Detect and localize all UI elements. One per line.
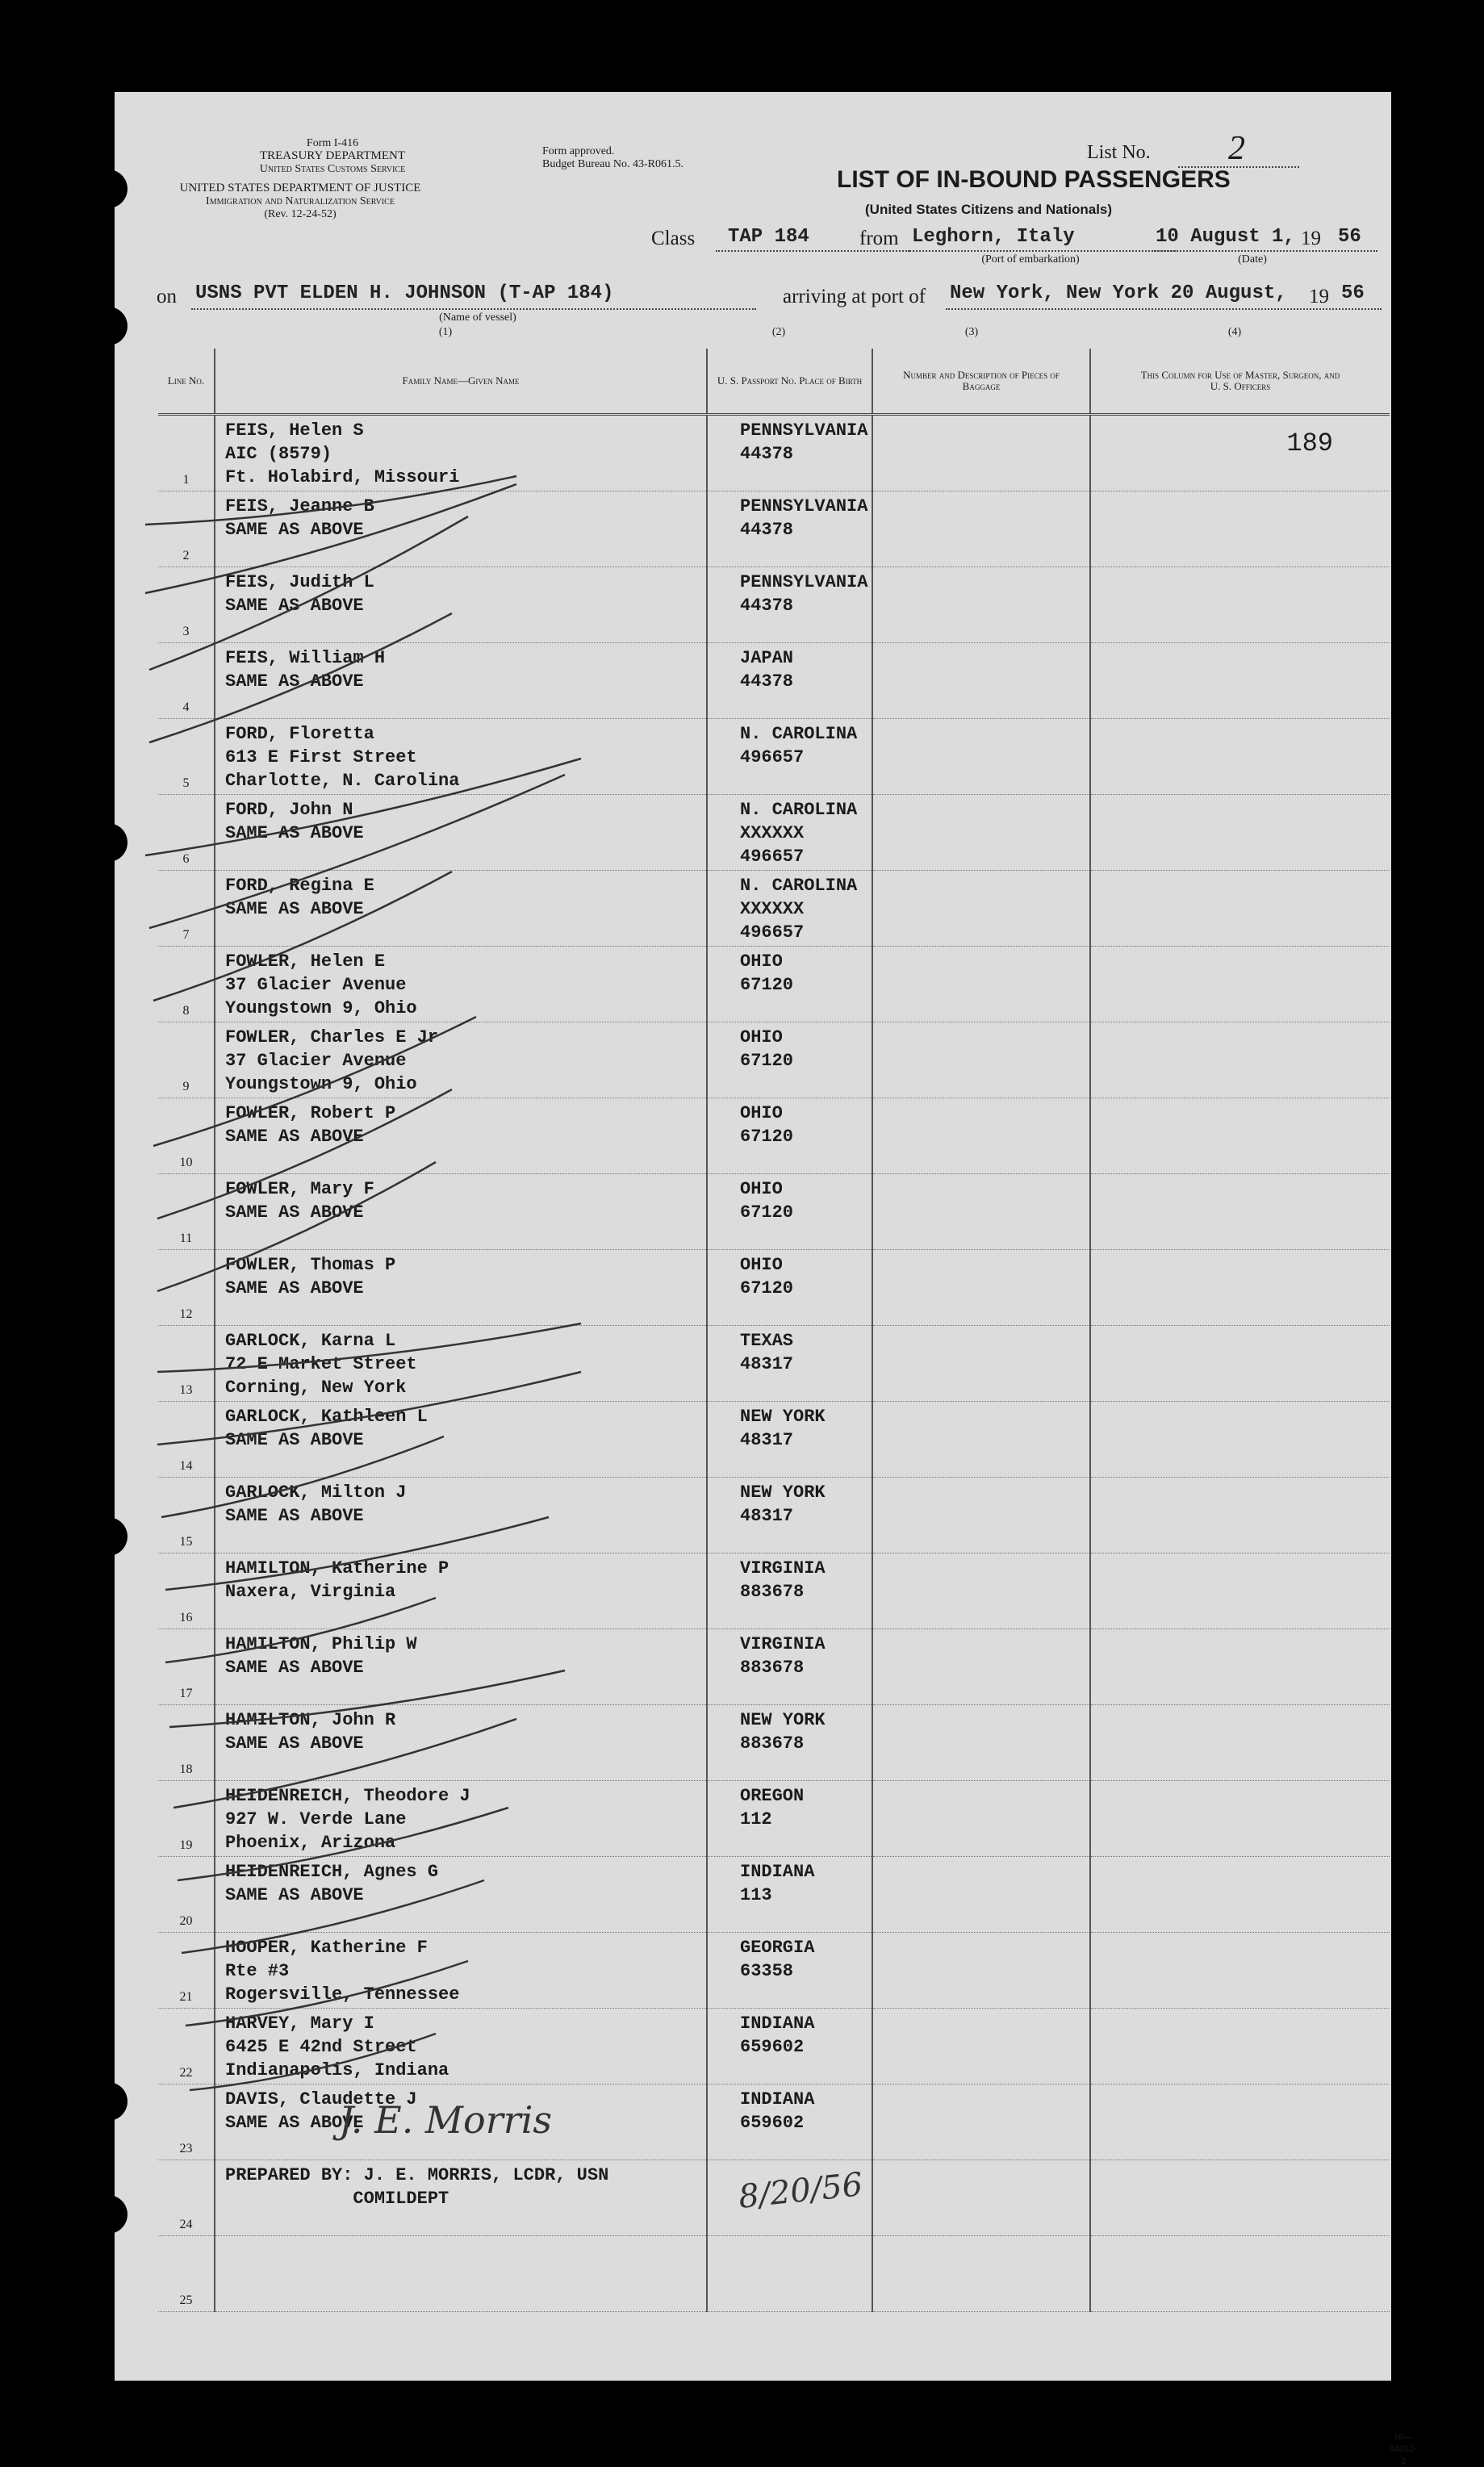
baggage-cell — [872, 643, 1090, 719]
punch-hole — [89, 2195, 127, 2234]
page-subtitle: (United States Citizens and Nationals) — [865, 202, 1113, 217]
officers-cell — [1090, 1250, 1390, 1326]
date-value: 10 August 1, — [1156, 226, 1295, 248]
passport-cell — [707, 1781, 872, 1857]
passenger-name: FOWLER, Mary F SAME AS ABOVE — [225, 1179, 374, 1223]
baggage-cell — [872, 1553, 1090, 1629]
col-num-3: (3) — [964, 326, 979, 338]
passport-cell — [707, 2084, 872, 2160]
line-number: 7 — [158, 871, 215, 947]
passenger-name-cell — [215, 1705, 707, 1781]
passport-birthplace: NEW YORK 48317 — [740, 1482, 826, 1526]
passenger-name-cell — [215, 1933, 707, 2009]
col-num-2: (2) — [771, 326, 786, 338]
table-row — [158, 1250, 1390, 1326]
baggage-cell — [872, 1098, 1090, 1174]
passport-cell — [707, 719, 872, 795]
passenger-name: FORD, Floretta 613 E First Street Charlotte, N. Carolina — [225, 724, 460, 791]
officers-cell — [1090, 2084, 1390, 2160]
passport-birthplace — [708, 2236, 872, 2239]
col-num-4: (4) — [1227, 326, 1242, 338]
col-num-1: (1) — [438, 326, 453, 338]
revision-label: (Rev. 12-24-52) — [264, 208, 337, 220]
passenger-name-cell — [215, 1857, 707, 1933]
line-number: 10 — [158, 1098, 215, 1174]
passenger-name: HOOPER, Katherine F Rte #3 Rogersville, Tennessee — [225, 1938, 460, 2005]
class-label: Class — [651, 228, 696, 249]
passport-cell — [707, 491, 872, 567]
justice-label: UNITED STATES DEPARTMENT OF JUSTICE — [179, 182, 421, 194]
arrival-port: New York, New York 20 August, — [950, 282, 1287, 304]
passport-birthplace: OHIO 67120 — [740, 1255, 794, 1298]
passenger-name-cell — [215, 491, 707, 567]
passport-cell — [707, 2236, 872, 2312]
passport-birthplace — [708, 2160, 872, 2164]
passport-birthplace: INDIANA 113 — [740, 1862, 815, 1905]
on-label: on — [157, 286, 177, 307]
passenger-name: FORD, Regina E SAME AS ABOVE — [225, 876, 374, 919]
table-row — [158, 415, 1390, 491]
passenger-name: HAMILTON, Katherine P Naxera, Virginia — [225, 1558, 449, 1602]
passport-cell — [707, 1402, 872, 1478]
baggage-cell — [872, 2009, 1090, 2084]
passenger-name: FEIS, Jeanne B SAME AS ABOVE — [225, 496, 374, 540]
form-approved: Form approved. — [542, 145, 615, 157]
from-value: Leghorn, Italy — [912, 226, 1075, 248]
officers-cell — [1090, 567, 1390, 643]
header-officers: This Column for Use of Master, Surgeon, and U. S. Officers — [1090, 349, 1390, 415]
passport-birthplace: VIRGINIA 883678 — [740, 1634, 826, 1678]
line-number: 20 — [158, 1857, 215, 1933]
passenger-name: FEIS, Judith L SAME AS ABOVE — [225, 572, 374, 616]
line-number: 5 — [158, 719, 215, 795]
passenger-name-cell — [215, 1326, 707, 1402]
baggage-cell — [872, 871, 1090, 947]
year-value: 56 — [1338, 226, 1361, 248]
line-number: 19 — [158, 1781, 215, 1857]
passport-birthplace: INDIANA 659602 — [740, 2013, 815, 2057]
passenger-table — [158, 349, 1390, 2312]
table-row — [158, 1478, 1390, 1553]
table-row — [158, 1781, 1390, 1857]
header-name: Family Name—Given Name — [215, 349, 707, 415]
table-row — [158, 1553, 1390, 1629]
table-row — [158, 2236, 1390, 2312]
passenger-name: HEIDENREICH, Agnes G SAME AS ABOVE — [225, 1862, 439, 1905]
passenger-name: FOWLER, Helen E 37 Glacier Avenue Youngstown 9, Ohio — [225, 951, 417, 1018]
officers-cell — [1090, 2160, 1390, 2236]
passenger-name-cell — [215, 2009, 707, 2084]
passenger-name-cell — [215, 871, 707, 947]
passenger-name-cell — [215, 795, 707, 871]
table-row — [158, 1629, 1390, 1705]
baggage-cell — [872, 1478, 1090, 1553]
punch-hole — [89, 2082, 127, 2121]
officers-cell — [1090, 1553, 1390, 1629]
officers-cell — [1090, 1402, 1390, 1478]
passport-birthplace: PENNSYLVANIA 44378 — [740, 420, 868, 464]
officers-cell — [1090, 1174, 1390, 1250]
passenger-name: FOWLER, Thomas P SAME AS ABOVE — [225, 1255, 396, 1298]
baggage-cell — [872, 1857, 1090, 1933]
arrival-year-prefix: 19 — [1309, 286, 1329, 307]
passenger-name-cell — [215, 1022, 707, 1098]
baggage-cell — [872, 1250, 1090, 1326]
officers-cell — [1090, 719, 1390, 795]
header-baggage: Number and Description of Pieces of Baggage — [872, 349, 1090, 415]
passport-birthplace: OHIO 67120 — [740, 951, 794, 995]
passenger-name-cell — [215, 1174, 707, 1250]
passenger-name — [215, 2236, 706, 2239]
passport-cell — [707, 1478, 872, 1553]
passport-cell — [707, 643, 872, 719]
passport-cell — [707, 1250, 872, 1326]
table-row — [158, 1022, 1390, 1098]
arrival-year: 56 — [1341, 282, 1365, 304]
passenger-name-cell — [215, 567, 707, 643]
line-number: 6 — [158, 795, 215, 871]
line-number: 2 — [158, 491, 215, 567]
passport-birthplace: N. CAROLINA XXXXXX 496657 — [740, 800, 858, 867]
list-no-label: List No. — [1087, 142, 1151, 163]
officers-cell — [1090, 1326, 1390, 1402]
line-number: 3 — [158, 567, 215, 643]
baggage-cell — [872, 1705, 1090, 1781]
passenger-name: HARVEY, Mary I 6425 E 42nd Street Indianapolis, Indiana — [225, 2013, 449, 2080]
passenger-name-cell — [215, 1098, 707, 1174]
officers-cell — [1090, 1629, 1390, 1705]
officers-cell — [1090, 415, 1390, 491]
line-number: 15 — [158, 1478, 215, 1553]
officers-cell — [1090, 1781, 1390, 1857]
line-number: 16 — [158, 1553, 215, 1629]
passenger-name-cell — [215, 1250, 707, 1326]
table-row — [158, 567, 1390, 643]
table-row — [158, 2009, 1390, 2084]
officers-cell — [1090, 1098, 1390, 1174]
date-handwriting: 8/20/56 — [737, 2166, 865, 2216]
line-number: 12 — [158, 1250, 215, 1326]
line-number: 8 — [158, 947, 215, 1022]
table-row — [158, 871, 1390, 947]
passenger-name: FOWLER, Robert P SAME AS ABOVE — [225, 1103, 396, 1147]
date-caption: (Date) — [1238, 253, 1267, 266]
passenger-name-cell — [215, 2236, 707, 2312]
line-number: 22 — [158, 2009, 215, 2084]
treasury-label: TREASURY DEPARTMENT — [259, 149, 406, 162]
budget-bureau: Budget Bureau No. 43-R061.5. — [542, 158, 683, 170]
line-number: 1 — [158, 415, 215, 491]
passport-cell — [707, 1629, 872, 1705]
line-number: 25 — [158, 2236, 215, 2312]
passenger-name: FOWLER, Charles E Jr 37 Glacier Avenue Youngstown 9, Ohio — [225, 1027, 439, 1094]
passport-birthplace: NEW YORK 48317 — [740, 1407, 826, 1450]
passport-birthplace: INDIANA 659602 — [740, 2089, 815, 2133]
punch-hole — [89, 1517, 127, 1556]
passenger-name: PREPARED BY: J. E. MORRIS, LCDR, USN COMILDEPT — [225, 2165, 609, 2209]
passport-birthplace: NEW YORK 883678 — [740, 1710, 826, 1754]
table-row — [158, 1098, 1390, 1174]
baggage-cell — [872, 1781, 1090, 1857]
passport-cell — [707, 1326, 872, 1402]
table-row — [158, 719, 1390, 795]
baggage-cell — [872, 1933, 1090, 2009]
form-print-code: 16—84052-2 — [1390, 2431, 1417, 2466]
line-number: 9 — [158, 1022, 215, 1098]
baggage-cell — [872, 1022, 1090, 1098]
table-row — [158, 1857, 1390, 1933]
passport-birthplace: OHIO 67120 — [740, 1027, 794, 1071]
passenger-name: FEIS, William H SAME AS ABOVE — [225, 648, 386, 692]
passenger-name-cell — [215, 1629, 707, 1705]
passport-birthplace: OHIO 67120 — [740, 1103, 794, 1147]
line-number: 23 — [158, 2084, 215, 2160]
year-prefix: 19 — [1301, 228, 1321, 249]
baggage-cell — [872, 2084, 1090, 2160]
passenger-name-cell — [215, 1553, 707, 1629]
official-note: 189 — [1286, 429, 1333, 458]
baggage-cell — [872, 1402, 1090, 1478]
passenger-name-cell — [215, 643, 707, 719]
table-row — [158, 795, 1390, 871]
passenger-name: FEIS, Helen S AIC (8579) Ft. Holabird, Missouri — [225, 420, 460, 487]
passport-cell — [707, 415, 872, 491]
baggage-cell — [872, 415, 1090, 491]
punch-hole — [89, 823, 127, 862]
officers-cell — [1090, 643, 1390, 719]
passport-birthplace: N. CAROLINA 496657 — [740, 724, 858, 767]
baggage-cell — [872, 795, 1090, 871]
header-line-no: Line No. — [158, 349, 215, 415]
passenger-name-cell — [215, 1781, 707, 1857]
table-row — [158, 947, 1390, 1022]
passport-birthplace: OHIO 67120 — [740, 1179, 794, 1223]
line-number: 21 — [158, 1933, 215, 2009]
passport-cell — [707, 1022, 872, 1098]
passport-birthplace: VIRGINIA 883678 — [740, 1558, 826, 1602]
from-label: from — [859, 228, 899, 249]
table-row — [158, 1705, 1390, 1781]
passenger-name: DAVIS, Claudette J SAME AS ABOVE — [225, 2089, 417, 2133]
passport-birthplace: TEXAS 48317 — [740, 1331, 794, 1374]
officers-cell — [1090, 1022, 1390, 1098]
passenger-name-cell — [215, 1402, 707, 1478]
passport-birthplace: JAPAN 44378 — [740, 648, 794, 692]
passport-cell — [707, 1857, 872, 1933]
passenger-name: GARLOCK, Karna L 72 E Market Street Corning, New York — [225, 1331, 417, 1398]
passenger-name: GARLOCK, Milton J SAME AS ABOVE — [225, 1482, 407, 1526]
passenger-name: HAMILTON, Philip W SAME AS ABOVE — [225, 1634, 417, 1678]
table-row — [158, 1402, 1390, 1478]
table-row — [158, 1174, 1390, 1250]
passenger-name-cell — [215, 415, 707, 491]
officers-cell — [1090, 1478, 1390, 1553]
officers-cell — [1090, 491, 1390, 567]
officers-cell — [1090, 2236, 1390, 2312]
passport-cell — [707, 1933, 872, 2009]
passenger-name-cell — [215, 1478, 707, 1553]
line-number: 11 — [158, 1174, 215, 1250]
officers-cell — [1090, 947, 1390, 1022]
baggage-cell — [872, 1629, 1090, 1705]
passenger-name-cell — [215, 719, 707, 795]
officers-cell — [1090, 795, 1390, 871]
passport-cell — [707, 1705, 872, 1781]
passport-cell — [707, 947, 872, 1022]
passenger-name-cell — [215, 2160, 707, 2236]
line-number: 24 — [158, 2160, 215, 2236]
table-row — [158, 1933, 1390, 2009]
class-value: TAP 184 — [728, 226, 809, 248]
officers-cell — [1090, 871, 1390, 947]
list-no-value: 2 — [1228, 130, 1245, 167]
baggage-cell — [872, 947, 1090, 1022]
passport-cell — [707, 2009, 872, 2084]
line-number: 17 — [158, 1629, 215, 1705]
line-number: 14 — [158, 1402, 215, 1478]
form-number: Form I-416 — [306, 137, 359, 149]
officers-cell — [1090, 1933, 1390, 2009]
header-passport: U. S. Passport No. Place of Birth — [707, 349, 872, 415]
passport-birthplace: PENNSYLVANIA 44378 — [740, 496, 868, 540]
passenger-name: GARLOCK, Kathleen L SAME AS ABOVE — [225, 1407, 428, 1450]
baggage-cell — [872, 567, 1090, 643]
passport-cell — [707, 795, 872, 871]
vessel-caption: (Name of vessel) — [439, 312, 516, 324]
baggage-cell — [872, 1174, 1090, 1250]
baggage-cell — [872, 491, 1090, 567]
passport-cell — [707, 871, 872, 947]
baggage-cell — [872, 719, 1090, 795]
passport-birthplace: PENNSYLVANIA 44378 — [740, 572, 868, 616]
port-embarkation-caption: (Port of embarkation) — [981, 253, 1080, 266]
page-title: LIST OF IN-BOUND PASSENGERS — [837, 166, 1231, 193]
baggage-cell — [872, 1326, 1090, 1402]
passenger-name: HEIDENREICH, Theodore J 927 W. Verde Lane Phoenix, Arizona — [225, 1786, 470, 1853]
arriving-label: arriving at port of — [783, 286, 926, 307]
passport-birthplace: N. CAROLINA XXXXXX 496657 — [740, 876, 858, 943]
passenger-name-cell — [215, 947, 707, 1022]
line-number: 4 — [158, 643, 215, 719]
table-row — [158, 491, 1390, 567]
passport-cell — [707, 1553, 872, 1629]
passport-cell — [707, 567, 872, 643]
table-row — [158, 1326, 1390, 1402]
passport-birthplace: GEORGIA 63358 — [740, 1938, 815, 1981]
vessel-name: USNS PVT ELDEN H. JOHNSON (T-AP 184) — [195, 282, 614, 304]
baggage-cell — [872, 2160, 1090, 2236]
passport-birthplace: OREGON 112 — [740, 1786, 805, 1829]
punch-hole — [89, 307, 127, 345]
table-row — [158, 643, 1390, 719]
passenger-name: HAMILTON, John R SAME AS ABOVE — [225, 1710, 396, 1754]
passport-cell — [707, 1174, 872, 1250]
baggage-cell — [872, 2236, 1090, 2312]
officers-cell — [1090, 1705, 1390, 1781]
officers-cell — [1090, 1857, 1390, 1933]
passport-cell — [707, 1098, 872, 1174]
punch-hole — [89, 169, 127, 208]
signature-handwriting: J. E. Morris — [339, 2098, 553, 2142]
line-number: 13 — [158, 1326, 215, 1402]
passenger-name: FORD, John N SAME AS ABOVE — [225, 800, 364, 843]
ins-label: Immigration and Naturalization Service — [206, 195, 395, 207]
customs-label: United States Customs Service — [259, 163, 406, 175]
line-number: 18 — [158, 1705, 215, 1781]
officers-cell — [1090, 2009, 1390, 2084]
